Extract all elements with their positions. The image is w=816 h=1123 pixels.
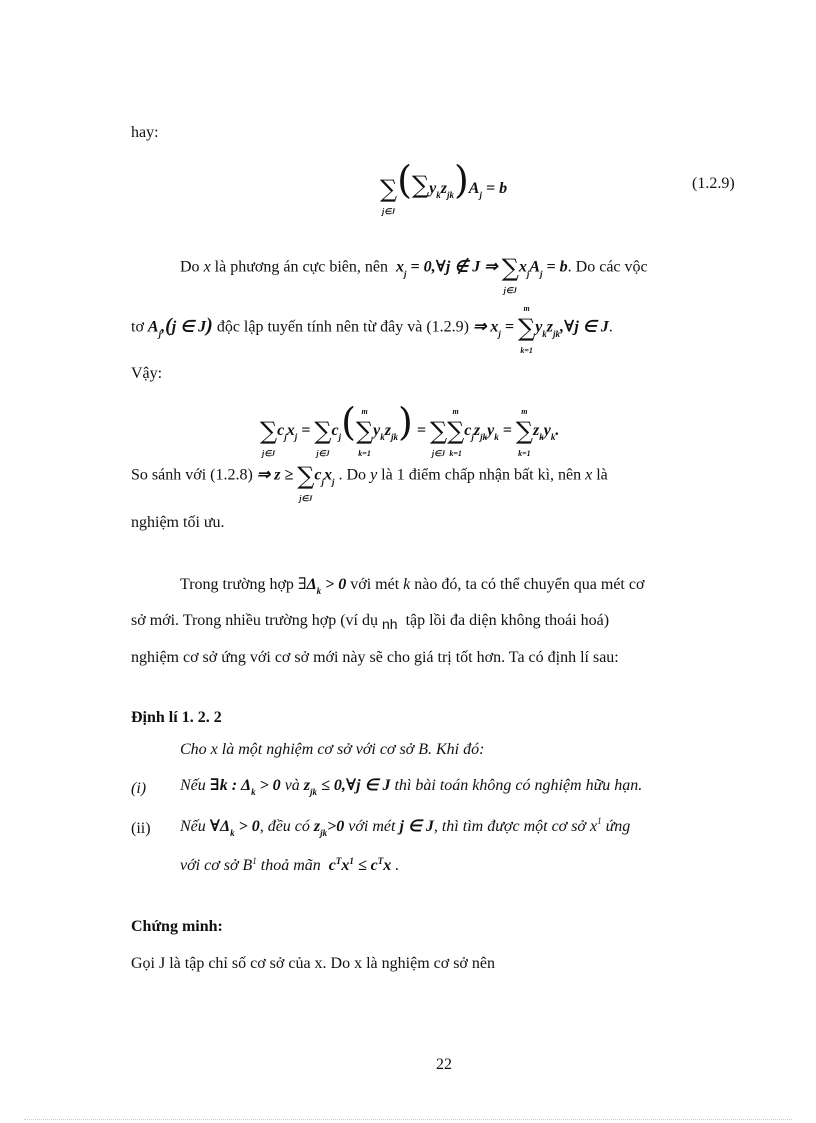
text-hay: hay: (131, 124, 159, 141)
paragraph-2: tơ $A_j,(j$ ∈ J) độc lập tuyến tính nên từ đây và (1.2.9) ⇒ $x_j$ = m ∑ k=1 $y_kz_{jk},\forall j$ ∈ J. (131, 304, 613, 355)
equation-cost-sum: ∑ j∈J $c_jx_j$ = ∑ j∈J $c_j$( m ∑ k=1 $y_kz_{jk}$) = ∑ j∈J m ∑ k=1 $c_jz_{jk}y_k$ = m ∑ k=1 $z_ky_k$. (260, 400, 560, 459)
paragraph-8: nghiệm cơ sở ứng với cơ sở mới này sẽ cho giá trị tốt hơn. Ta có định lí sau: (131, 649, 619, 666)
theorem-title: Định lí 1. 2. 2 (131, 709, 222, 726)
theorem-item-i-label: (i) (131, 780, 147, 797)
theorem-item-ii-label: (ii) (131, 820, 151, 837)
equation-number: (1.2.9) (692, 175, 735, 192)
proof-title: Chứng minh: (131, 918, 223, 935)
theorem-item-i: Nếu ∃k : $\Delta_k > 0$ và $z_{jk}$ ≤ 0,∀j ∈ J thì bài toán không có nghiệm hữu hạn. (180, 775, 643, 797)
paragraph-5: nghiệm tối ưu. (131, 514, 225, 531)
theorem-line-1: Cho x là một nghiệm cơ sở với cơ sở B. Khi đó: (180, 741, 485, 758)
theorem-item-ii-cont: với cơ sở $B^1$ thoả mãn $c^Tx^1 \le c^Tx$ . (180, 856, 400, 874)
paragraph-7: sở mới. Trong nhiều trường hợp (ví dụ nh tập lồi đa diện không thoái hoá) (131, 612, 610, 632)
page-number: 22 (436, 1056, 452, 1073)
equation-1-2-9: ∑ j∈J $(\sum y_kz_{jk})A_j = b$ (380, 158, 508, 217)
paragraph-1: Do x là phương án cực biên, nên $x_j$ = 0,∀j ∉ J ⇒ ∑ j∈J $x_jA_j = b$. Do các vộc (180, 254, 648, 295)
proof-line: Gọi J là tập chỉ số cơ sở của x. Do x là nghiệm cơ sở nên (131, 955, 495, 972)
paragraph-4: So sánh với (1.2.8) ⇒ z ≥ ∑ j∈J $c_jx_j$ . Do y là 1 điểm chấp nhận bất kì, nên x là (131, 462, 608, 503)
text-vay: Vậy: (131, 365, 163, 382)
paragraph-6: Trong trường hợp $\exists\Delta_k > 0$ với mét k nào đó, ta có thể chuyển qua mét cơ (180, 574, 645, 596)
theorem-item-ii: Nếu $\forall\Delta_k > 0$, đều có $z_{jk}>0$ với mét j ∈ J, thì tìm được một cơ sở $x^1$ ứng (180, 816, 631, 838)
page-bottom-border (24, 1119, 792, 1120)
